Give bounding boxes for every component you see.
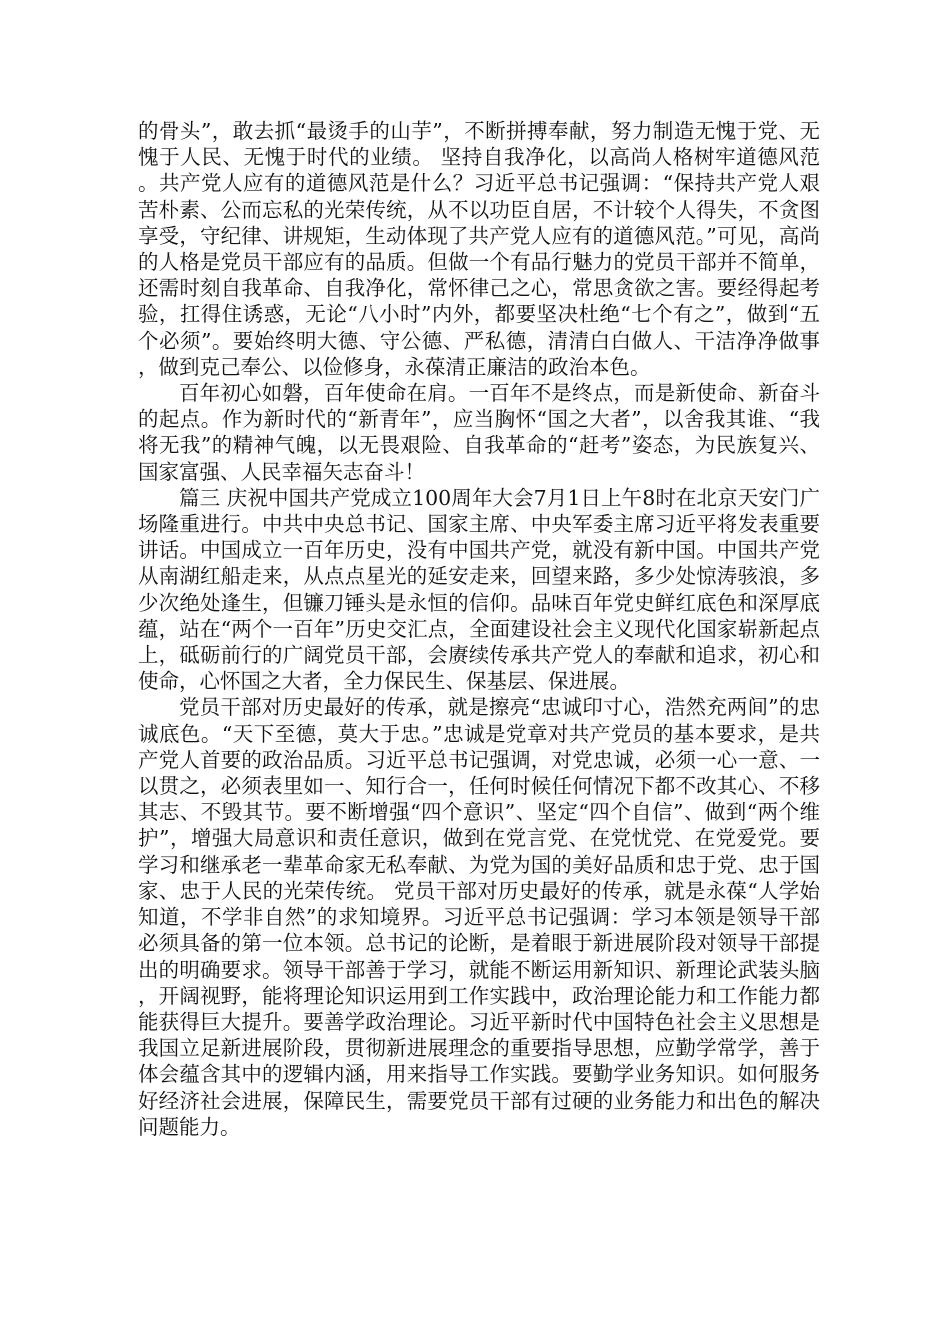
paragraph-4: 党员干部对历史最好的传承，就是擦亮“忠诚印寸心，浩然充两间”的忠诚底色。“天下至德，莫大于忠。”忠诚是党章对共产党员的基本要求，是共产党人首要的政治品质。习近平总书记强调，对党忠诚，必须一心一意、一以贯之，必须表里如一、知行合一，任何时候任何情况下都不改其心、不移其志、不毁其节。要不断增强“四个意识”、坚定“四个自信”、做到“两个维护”，增强大局意识和责任意识，做到在党言党、在党忧党、在党爱党。要学习和继承老一辈革命家无私奉献、为党为国的美好品质和忠于党、忠于国家、忠于人民的光荣传统。 党员干部对历史最好的传承，就是永葆“人学始知道，不学非自然”的求知境界。习近平总书记强调：学习本领是领导干部必须具备的第一位本领。总书记的论断，是着眼于新进展阶段对领导干部提出的明确要求。领导干部善于学习，就能不断运用新知识、新理论武装头脑，开阔视野，能将理论知识运用到工作实践中，政治理论能力和工作能力都能获得巨大提升。要善学政治理论。习近平新时代中国特色社会主义思想是我国立足新进展阶段，贯彻新进展理念的重要指导思想，应勤学常学，善于体会蕴含其中的逻辑内涵，用来指导工作实践。要勤学业务知识。如何服务好经济社会进展，保障民生，需要党员干部有过硬的业务能力和出色的解决问题能力。 [138,695,820,1139]
document-page [138,118,820,1140]
paragraph-3: 篇三 庆祝中国共产党成立100周年大会7月1日上午8时在北京天安门广场隆重进行。中共中央总书记、国家主席、中央军委主席习近平将发表重要讲话。中国成立一百年历史，没有中国共产党，就没有新中国。中国共产党从南湖红船走来，从点点星光的延安走来，回望来路，多少处惊涛骇浪，多少次绝处逢生，但镰刀锤头是永恒的信仰。品味百年党史鲜红底色和深厚底蕴，站在“两个一百年”历史交汇点，全面建设社会主义现代化国家崭新起点上，砥砺前行的广阔党员干部，会赓续传承共产党人的奉献和追求，初心和使命，心怀国之大者，全力保民生、保基层、保进展。 [138,485,820,694]
paragraph-1: 的骨头”，敢去抓“最烫手的山芋”，不断拼搏奉献，努力制造无愧于党、无愧于人民、无愧于时代的业绩。 坚持自我净化，以高尚人格树牢道德风范。共产党人应有的道德风范是什么？习近平总书记强调：“保持共产党人艰苦朴素、公而忘私的光荣传统，从不以功臣自居，不计较个人得失，不贪图享受，守纪律、讲规矩，生动体现了共产党人应有的道德风范。”可见，高尚的人格是党员干部应有的品质。但做一个有品行魅力的党员干部并不简单，还需时刻自我革命、自我净化，常怀律己之心，常思贪欲之害。要经得起考验，扛得住诱惑，无论“八小时”内外，都要坚决杜绝“七个有之”，做到“五个必须”。要始终明大德、守公德、严私德，清清白白做人、干洁净净做事，做到克己奉公、以俭修身，永葆清正廉洁的政治本色。 [138,119,820,379]
paragraph-2: 百年初心如磐，百年使命在肩。一百年不是终点，而是新使命、新奋斗的起点。作为新时代的“新青年”，应当胸怀“国之大者”，以舍我其谁、“我将无我”的精神气魄，以无畏艰险、自我革命的“赶考”姿态，为民族复兴、国家富强、人民幸福矢志奋斗！ [138,381,820,484]
